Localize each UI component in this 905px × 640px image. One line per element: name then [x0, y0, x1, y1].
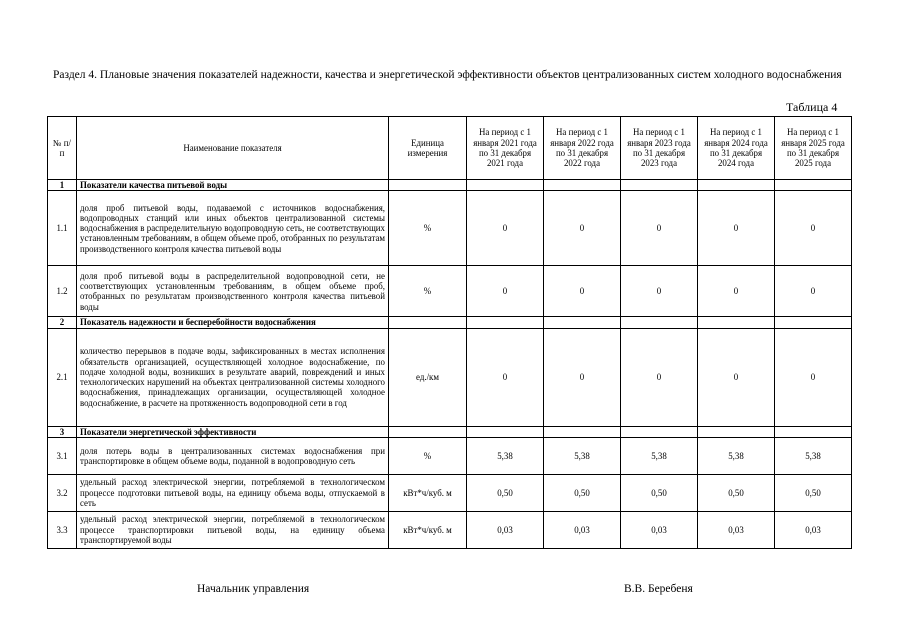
table-row	[48, 191, 852, 266]
row-name: удельный расход электрической энергии, потребляемой в технологическом процессе транспортировки питьевой воды, на единицу объема транспортируемой воды	[77, 511, 389, 548]
section-heading: Раздел 4. Плановые значения показателей надежности, качества и энергетической эффективности объектов централизованных систем холодного водоснабжения	[53, 69, 842, 81]
section-num: 3	[48, 426, 77, 437]
section-title: Показатели качества питьевой воды	[77, 180, 389, 191]
row-value: 0	[698, 328, 775, 426]
table-row	[48, 328, 852, 426]
row-value: 0	[544, 328, 621, 426]
row-unit: %	[389, 266, 467, 317]
row-value: 0,50	[544, 474, 621, 511]
header-period-2022: На период с 1 января 2022 года по 31 декабря 2022 года	[544, 117, 621, 180]
row-value: 0,03	[467, 511, 544, 548]
row-value: 0	[621, 328, 698, 426]
header-period-2024: На период с 1 января 2024 года по 31 декабря 2024 года	[698, 117, 775, 180]
row-num: 1.1	[48, 191, 77, 266]
row-value: 0	[544, 191, 621, 266]
section-num: 2	[48, 317, 77, 328]
row-name: доля потерь воды в централизованных системах водоснабжения при транспортировке в общем объеме воды, поданной в водопроводную сеть	[77, 437, 389, 474]
table-row	[48, 511, 852, 548]
signatory-position: Начальник управления	[197, 583, 310, 595]
header-period-2025: На период с 1 января 2025 года по 31 декабря 2025 года	[775, 117, 852, 180]
header-name: Наименование показателя	[77, 117, 389, 180]
row-num: 1.2	[48, 266, 77, 317]
section-title: Показатель надежности и бесперебойности водоснабжения	[77, 317, 389, 328]
row-value: 5,38	[467, 437, 544, 474]
row-name: доля проб питьевой воды, подаваемой с источников водоснабжения, водопроводных станций или иных объектов централизованной системы водоснабжения в распределительную водопроводную сеть, не соответствующих установленным требованиям, в общем объеме проб, отобранных по результатам производственного контроля качества питьевой воды	[77, 191, 389, 266]
header-period-2023: На период с 1 января 2023 года по 31 декабря 2023 года	[621, 117, 698, 180]
row-value: 0	[467, 328, 544, 426]
section-row	[48, 317, 852, 328]
row-value: 5,38	[698, 437, 775, 474]
row-value: 0	[775, 328, 852, 426]
row-num: 3.1	[48, 437, 77, 474]
row-value: 0,03	[621, 511, 698, 548]
row-value: 0,03	[698, 511, 775, 548]
row-unit: %	[389, 191, 467, 266]
row-name: количество перерывов в подаче воды, зафиксированных в местах исполнения обязательств организацией, осуществляющей холодное водоснабжение, по подаче холодной воды, возникших в результате аварий, повреждений и иных технологических нарушений на объектах централизованной системы холодного водоснабжения, принадлежащих организации, осуществляющей холодное водоснабжение, в расчете на протяженность водопроводной сети в год	[77, 328, 389, 426]
row-unit: ед./км	[389, 328, 467, 426]
section-row	[48, 180, 852, 191]
row-value: 0	[467, 266, 544, 317]
row-value: 0,03	[544, 511, 621, 548]
row-value: 0,50	[467, 474, 544, 511]
row-value: 0	[621, 266, 698, 317]
section-row	[48, 426, 852, 437]
section-num: 1	[48, 180, 77, 191]
row-value: 0,03	[775, 511, 852, 548]
row-value: 0	[467, 191, 544, 266]
row-unit: кВт*ч/куб. м	[389, 474, 467, 511]
row-value: 5,38	[621, 437, 698, 474]
row-name: доля проб питьевой воды в распределительной водопроводной сети, не соответствующих установленным требованиям, в общем объеме проб, отобранных по результатам производственного контроля качества питьевой воды	[77, 266, 389, 317]
table-label: Таблица 4	[786, 100, 838, 114]
indicators-table	[47, 116, 852, 549]
row-value: 0,50	[775, 474, 852, 511]
header-num: № п/п	[48, 117, 77, 180]
row-num: 2.1	[48, 328, 77, 426]
row-value: 0	[698, 191, 775, 266]
header-period-2021: На период с 1 января 2021 года по 31 декабря 2021 года	[467, 117, 544, 180]
section-title: Показатели энергетической эффективности	[77, 426, 389, 437]
row-value: 0	[775, 191, 852, 266]
row-num: 3.2	[48, 474, 77, 511]
row-value: 0	[544, 266, 621, 317]
row-value: 5,38	[775, 437, 852, 474]
row-value: 0	[698, 266, 775, 317]
row-value: 0,50	[698, 474, 775, 511]
row-value: 0,50	[621, 474, 698, 511]
table-row	[48, 266, 852, 317]
row-name: удельный расход электрической энергии, потребляемой в технологическом процессе подготовки питьевой воды, на единицу объема воды, отпускаемой в сеть	[77, 474, 389, 511]
table-row	[48, 437, 852, 474]
row-unit: кВт*ч/куб. м	[389, 511, 467, 548]
header-unit: Единица измерения	[389, 117, 467, 180]
table-row	[48, 474, 852, 511]
row-value: 0	[621, 191, 698, 266]
row-unit: %	[389, 437, 467, 474]
header-row	[48, 117, 852, 180]
row-num: 3.3	[48, 511, 77, 548]
row-value: 0	[775, 266, 852, 317]
row-value: 5,38	[544, 437, 621, 474]
signatory-name: В.В. Беребеня	[624, 583, 693, 595]
